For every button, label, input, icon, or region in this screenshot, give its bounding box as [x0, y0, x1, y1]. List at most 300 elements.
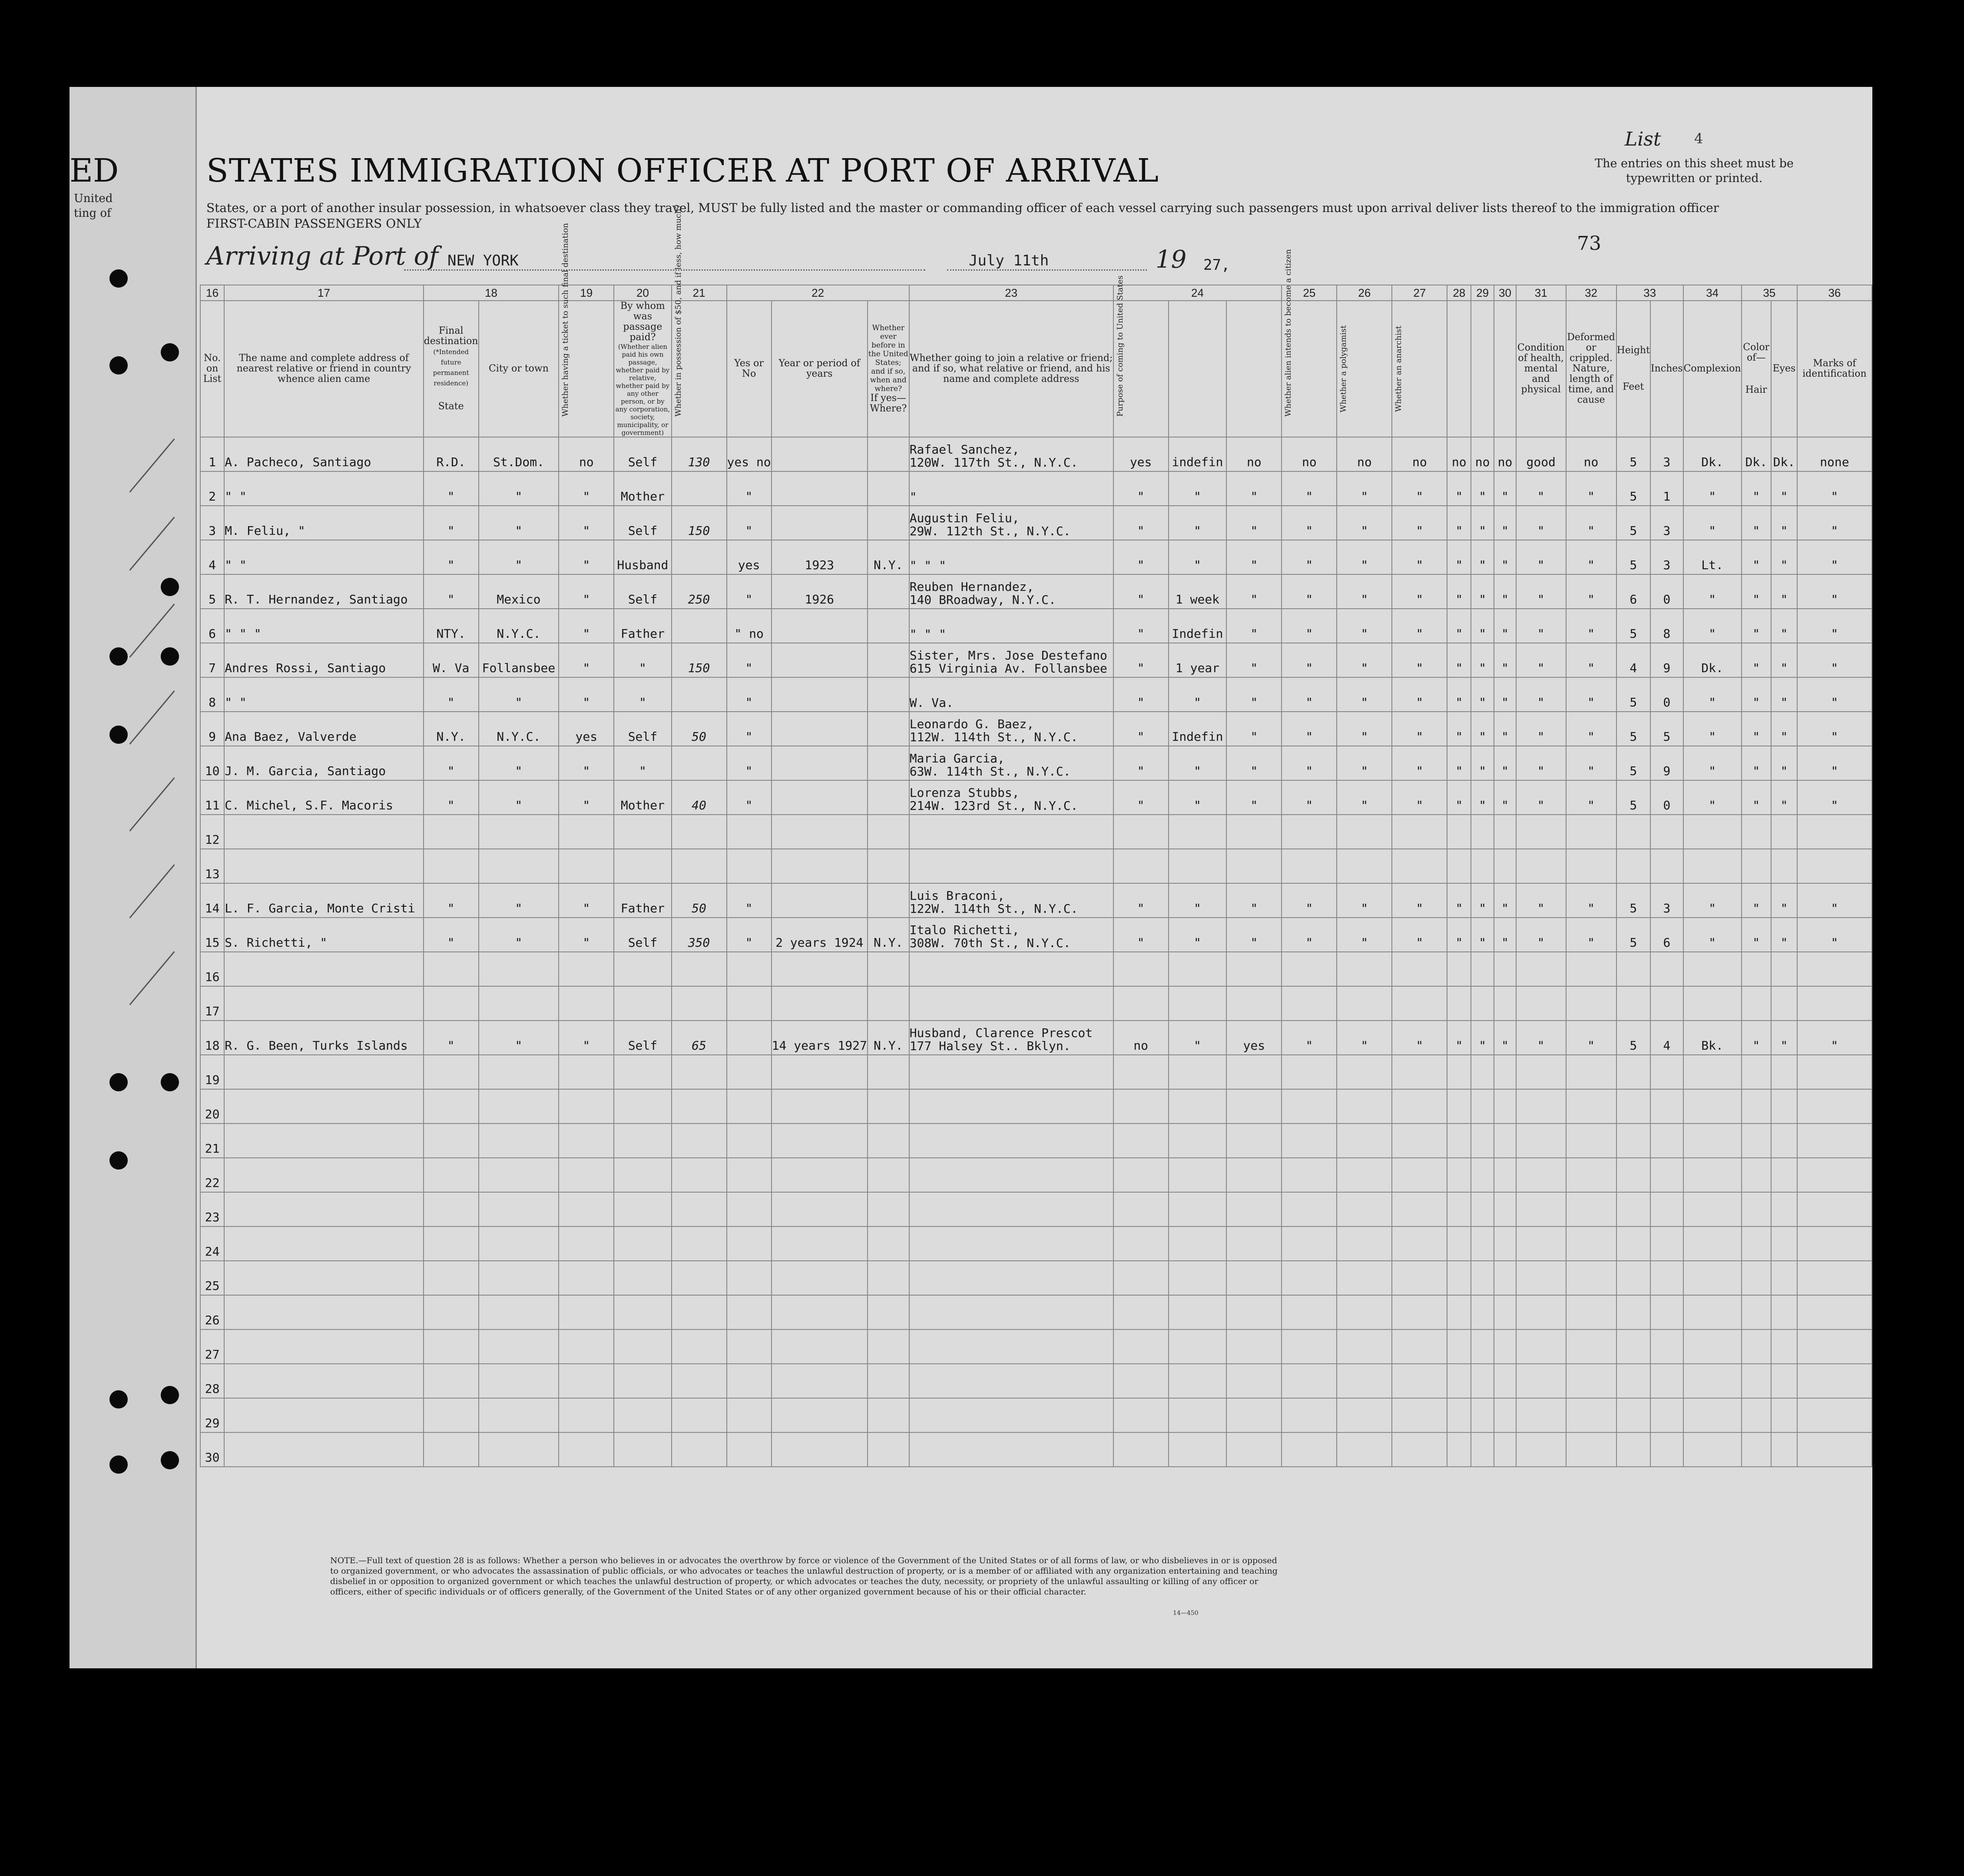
cell-city	[479, 986, 559, 1021]
colnum: 25	[1282, 285, 1337, 301]
cell-state	[424, 1295, 479, 1329]
cell-eyes: "	[1771, 506, 1797, 540]
cell-comp: Dk.	[1683, 437, 1742, 471]
cell-c24b	[1169, 815, 1227, 849]
cell-city: N.Y.C.	[479, 712, 559, 746]
cell-marks	[1797, 1295, 1872, 1329]
cell-marks	[1797, 1124, 1872, 1158]
cell-c24a: "	[1113, 506, 1169, 540]
cell-yn: "	[727, 643, 772, 677]
cell-eyes: "	[1771, 883, 1797, 918]
cell-c26: "	[1337, 780, 1392, 815]
cell-money	[672, 1261, 727, 1295]
cell-money: 150	[672, 506, 727, 540]
cell-paid	[614, 1261, 671, 1295]
cell-c25	[1282, 1364, 1337, 1398]
colnum: 36	[1797, 285, 1872, 301]
cell-c24b: "	[1169, 883, 1227, 918]
cell-ticket	[559, 849, 614, 883]
cell-paid	[614, 952, 671, 986]
cell-paid	[614, 1055, 671, 1089]
cell-in: 0	[1650, 677, 1683, 712]
cell-hair	[1742, 1329, 1771, 1364]
cell-years	[772, 1055, 868, 1089]
join-line-2: 120W. 117th St., N.Y.C.	[909, 455, 1078, 470]
dotted-rule	[947, 269, 1147, 271]
cell-relative: S. Richetti, "	[224, 918, 424, 952]
cell-where	[868, 1329, 909, 1364]
cell-state	[424, 1192, 479, 1226]
cell-c28	[1447, 849, 1471, 883]
cell-hair	[1742, 815, 1771, 849]
cell-city	[479, 1192, 559, 1226]
cell-where	[868, 1295, 909, 1329]
cell-marks	[1797, 952, 1872, 986]
cell-c24a	[1113, 952, 1169, 986]
cell-c30	[1494, 1398, 1516, 1432]
cell-c24c	[1226, 1055, 1282, 1089]
cell-c25	[1282, 1432, 1337, 1467]
cell-c25	[1282, 849, 1337, 883]
cell-c32	[1566, 849, 1616, 883]
cell-c29	[1471, 849, 1494, 883]
port-of-arrival: NEW YORK	[447, 252, 519, 269]
cell-c29: no	[1471, 437, 1494, 471]
cell-c27: "	[1392, 471, 1447, 506]
cell-hair: "	[1742, 780, 1771, 815]
cell-ft: 5	[1616, 677, 1650, 712]
cell-state: N.Y.	[424, 712, 479, 746]
punch-hole	[109, 269, 128, 288]
cell-marks: "	[1797, 574, 1872, 609]
cell-marks: "	[1797, 883, 1872, 918]
cell-c30: "	[1494, 574, 1516, 609]
cell-eyes: "	[1771, 540, 1797, 574]
cell-eyes: "	[1771, 643, 1797, 677]
cell-c25	[1282, 1089, 1337, 1124]
cell-state	[424, 1124, 479, 1158]
cell-c29	[1471, 1398, 1494, 1432]
cell-c27	[1392, 849, 1447, 883]
cell-no: 1	[200, 437, 224, 471]
cell-c27	[1392, 1432, 1447, 1467]
cell-yn	[727, 1432, 772, 1467]
table-row	[200, 1158, 1872, 1192]
cell-c26	[1337, 952, 1392, 986]
cell-c24a: yes	[1113, 437, 1169, 471]
cell-join	[909, 746, 1113, 780]
join-line-2: " " "	[909, 627, 946, 641]
cell-paid	[614, 1192, 671, 1226]
header-purpose-c	[1226, 301, 1282, 437]
cell-c28	[1447, 1329, 1471, 1364]
cell-where	[868, 780, 909, 815]
cell-c24a: "	[1113, 918, 1169, 952]
cell-c28	[1447, 1432, 1471, 1467]
cell-c27	[1392, 952, 1447, 986]
cell-state: "	[424, 1021, 479, 1055]
cell-c31	[1516, 1432, 1566, 1467]
cell-no: 30	[200, 1432, 224, 1467]
cell-ticket: "	[559, 746, 614, 780]
cell-relative: J. M. Garcia, Santiago	[224, 746, 424, 780]
cell-in: 4	[1650, 1021, 1683, 1055]
cell-c25: "	[1282, 471, 1337, 506]
cell-c24c: "	[1226, 677, 1282, 712]
cell-money	[672, 952, 727, 986]
cell-hair	[1742, 1398, 1771, 1432]
cell-c26: "	[1337, 918, 1392, 952]
cell-comp	[1683, 815, 1742, 849]
cell-join	[909, 677, 1113, 712]
cell-c31: good	[1516, 437, 1566, 471]
cell-city	[479, 1261, 559, 1295]
cell-hair: "	[1742, 883, 1771, 918]
cell-years	[772, 1295, 868, 1329]
cell-c24a: "	[1113, 540, 1169, 574]
cell-c28	[1447, 1295, 1471, 1329]
cell-join	[909, 1295, 1113, 1329]
join-line-1: Italo Richetti,	[909, 923, 1020, 937]
colnum: 27	[1392, 285, 1447, 301]
cell-c32	[1566, 952, 1616, 986]
typewritten-note: The entries on this sheet must be typewritten or printed.	[1595, 157, 1794, 185]
cell-c30: "	[1494, 540, 1516, 574]
cell-eyes: "	[1771, 574, 1797, 609]
cell-c24c	[1226, 1158, 1282, 1192]
cell-c24c: "	[1226, 746, 1282, 780]
cell-money	[672, 1295, 727, 1329]
cell-c28: "	[1447, 677, 1471, 712]
colnum: 20	[614, 285, 671, 301]
cell-c26: "	[1337, 540, 1392, 574]
cell-paid	[614, 1158, 671, 1192]
cell-c30: "	[1494, 471, 1516, 506]
cell-where	[868, 574, 909, 609]
cell-join	[909, 506, 1113, 540]
join-line-2: 29W. 112th St., N.Y.C.	[909, 524, 1071, 538]
cell-marks	[1797, 1432, 1872, 1467]
header-inches: Inches	[1650, 301, 1683, 437]
cell-state: R.D.	[424, 437, 479, 471]
cell-state: "	[424, 506, 479, 540]
cell-c32	[1566, 1055, 1616, 1089]
cell-c28	[1447, 1158, 1471, 1192]
cell-state: "	[424, 677, 479, 712]
cell-c26	[1337, 1295, 1392, 1329]
cell-join	[909, 952, 1113, 986]
table-row	[200, 1055, 1872, 1089]
cell-years	[772, 746, 868, 780]
cell-c31	[1516, 1364, 1566, 1398]
cell-marks: "	[1797, 506, 1872, 540]
header-hair: Color of— Hair	[1742, 301, 1771, 437]
cell-paid: Father	[614, 609, 671, 643]
cell-yn: "	[727, 574, 772, 609]
cell-ft	[1616, 1261, 1650, 1295]
cell-c30	[1494, 1158, 1516, 1192]
cell-c24b	[1169, 1329, 1227, 1364]
cell-c24a: "	[1113, 609, 1169, 643]
cell-c31: "	[1516, 883, 1566, 918]
cell-comp: "	[1683, 677, 1742, 712]
cell-city: St.Dom.	[479, 437, 559, 471]
cell-ft	[1616, 1124, 1650, 1158]
header-nearest-relative: The name and complete address of nearest relative or friend in country whence alien came	[224, 301, 424, 437]
cell-marks	[1797, 1158, 1872, 1192]
cell-comp	[1683, 1364, 1742, 1398]
cell-c24a	[1113, 1364, 1169, 1398]
cell-paid: Mother	[614, 471, 671, 506]
cell-ticket	[559, 1124, 614, 1158]
cell-where	[868, 643, 909, 677]
cell-eyes: Dk.	[1771, 437, 1797, 471]
cell-c32: "	[1566, 677, 1616, 712]
header-year-period: Year or period of years	[772, 301, 868, 437]
cell-comp	[1683, 986, 1742, 1021]
cell-relative	[224, 1124, 424, 1158]
cell-relative	[224, 1261, 424, 1295]
cell-where	[868, 1226, 909, 1261]
colnum: 30	[1494, 285, 1516, 301]
cell-years	[772, 1158, 868, 1192]
header-join-relative: Whether going to join a relative or friend; and if so, what relative or friend, and his name and complete address	[909, 301, 1113, 437]
cell-ft: 5	[1616, 471, 1650, 506]
punch-hole	[109, 1455, 128, 1474]
cell-ticket: "	[559, 1021, 614, 1055]
cell-no: 23	[200, 1192, 224, 1226]
cell-c26	[1337, 1398, 1392, 1432]
cell-state: NTY.	[424, 609, 479, 643]
cell-c24c	[1226, 1124, 1282, 1158]
cell-no: 4	[200, 540, 224, 574]
cell-c25	[1282, 1055, 1337, 1089]
cell-c24a	[1113, 1226, 1169, 1261]
cell-comp	[1683, 952, 1742, 986]
cell-where	[868, 1089, 909, 1124]
cell-c27	[1392, 815, 1447, 849]
cell-hair: "	[1742, 540, 1771, 574]
cell-yn	[727, 1261, 772, 1295]
table-row	[200, 609, 1872, 643]
cell-c31	[1516, 1192, 1566, 1226]
cell-comp	[1683, 1226, 1742, 1261]
cell-ticket	[559, 1364, 614, 1398]
cell-relative: " "	[224, 471, 424, 506]
cell-c27	[1392, 986, 1447, 1021]
punch-hole	[109, 647, 128, 666]
cell-ticket	[559, 1192, 614, 1226]
cell-hair	[1742, 1295, 1771, 1329]
cell-c24b	[1169, 1432, 1227, 1467]
cell-c32	[1566, 1089, 1616, 1124]
cell-no: 2	[200, 471, 224, 506]
cell-money	[672, 1124, 727, 1158]
cell-years	[772, 780, 868, 815]
cell-no: 6	[200, 609, 224, 643]
cell-c28: "	[1447, 574, 1471, 609]
colnum: 21	[672, 285, 727, 301]
cell-paid	[614, 1124, 671, 1158]
header-col29	[1471, 301, 1494, 437]
cell-ticket: "	[559, 780, 614, 815]
cell-city	[479, 1295, 559, 1329]
cell-relative: " "	[224, 540, 424, 574]
cell-years	[772, 883, 868, 918]
cell-no: 17	[200, 986, 224, 1021]
cell-money	[672, 1226, 727, 1261]
join-line-2: 140 BRoadway, N.Y.C.	[909, 593, 1056, 607]
cell-ticket: "	[559, 883, 614, 918]
cell-in	[1650, 1089, 1683, 1124]
dotted-rule	[404, 269, 925, 271]
cell-yn	[727, 1364, 772, 1398]
cell-c24c	[1226, 1192, 1282, 1226]
cell-no: 29	[200, 1398, 224, 1432]
table-row	[200, 883, 1872, 918]
cell-c24c	[1226, 1364, 1282, 1398]
cell-ft	[1616, 849, 1650, 883]
cell-eyes	[1771, 1329, 1797, 1364]
cell-c32: "	[1566, 643, 1616, 677]
column-number-row	[200, 285, 1872, 301]
cell-yn	[727, 1124, 772, 1158]
table-row	[200, 1364, 1872, 1398]
cell-c24b	[1169, 1124, 1227, 1158]
header-ticket: Whether having a ticket to such final destination	[559, 301, 614, 437]
colnum: 23	[909, 285, 1113, 301]
table-row	[200, 1124, 1872, 1158]
cell-hair	[1742, 1261, 1771, 1295]
cell-c27	[1392, 1124, 1447, 1158]
cell-c29: "	[1471, 643, 1494, 677]
cell-money: 40	[672, 780, 727, 815]
cell-state: "	[424, 746, 479, 780]
cell-c24a	[1113, 849, 1169, 883]
cell-yn	[727, 986, 772, 1021]
colnum: 28	[1447, 285, 1471, 301]
header-paid-by: By whom was passage paid? (Whether alien paid his own passage, whether paid by relative, whether paid by any other person, or by any corporation, society, municipality, or government)	[614, 301, 671, 437]
cell-ft: 5	[1616, 883, 1650, 918]
header-col30	[1494, 301, 1516, 437]
cell-c29	[1471, 1226, 1494, 1261]
cell-in	[1650, 986, 1683, 1021]
cell-c32	[1566, 1124, 1616, 1158]
cell-c24b: 1 week	[1169, 574, 1227, 609]
cell-c28: "	[1447, 918, 1471, 952]
cell-no: 14	[200, 883, 224, 918]
cell-c31: "	[1516, 540, 1566, 574]
cell-c24a: no	[1113, 1021, 1169, 1055]
cell-money	[672, 1329, 727, 1364]
cell-comp: Dk.	[1683, 643, 1742, 677]
cell-years	[772, 506, 868, 540]
cell-relative	[224, 1432, 424, 1467]
cell-c25	[1282, 1261, 1337, 1295]
table-row	[200, 712, 1872, 746]
cell-c31	[1516, 1398, 1566, 1432]
cell-comp	[1683, 1398, 1742, 1432]
cell-no: 15	[200, 918, 224, 952]
cell-c27	[1392, 1089, 1447, 1124]
cell-where: N.Y.	[868, 1021, 909, 1055]
cell-in	[1650, 1261, 1683, 1295]
cell-c31	[1516, 1226, 1566, 1261]
cell-c32	[1566, 1295, 1616, 1329]
cell-ft	[1616, 1364, 1650, 1398]
cell-eyes	[1771, 1398, 1797, 1432]
cell-c27: "	[1392, 746, 1447, 780]
cell-paid: Husband	[614, 540, 671, 574]
cell-yn	[727, 1295, 772, 1329]
cell-marks	[1797, 1364, 1872, 1398]
cell-c28: no	[1447, 437, 1471, 471]
cell-c25	[1282, 1329, 1337, 1364]
cell-c31	[1516, 952, 1566, 986]
cell-c29: "	[1471, 746, 1494, 780]
cell-c26: "	[1337, 643, 1392, 677]
arrival-date: July 11th	[969, 252, 1049, 269]
cell-c26	[1337, 1124, 1392, 1158]
cell-c24c: no	[1226, 437, 1282, 471]
join-line-2: 214W. 123rd St., N.Y.C.	[909, 799, 1078, 813]
cell-c28: "	[1447, 471, 1471, 506]
cell-ticket: "	[559, 918, 614, 952]
header-purpose-b	[1169, 301, 1227, 437]
cell-c29: "	[1471, 883, 1494, 918]
cell-c26	[1337, 1364, 1392, 1398]
cell-hair: "	[1742, 712, 1771, 746]
cell-ft	[1616, 1329, 1650, 1364]
cell-relative	[224, 1364, 424, 1398]
cell-state: "	[424, 883, 479, 918]
cell-yn: " no	[727, 609, 772, 643]
join-line-2: 63W. 114th St., N.Y.C.	[909, 764, 1071, 779]
cell-c25	[1282, 1226, 1337, 1261]
cell-c25	[1282, 1398, 1337, 1432]
table-row	[200, 1295, 1872, 1329]
cell-c26: "	[1337, 883, 1392, 918]
cell-ft: 4	[1616, 643, 1650, 677]
cell-paid: Self	[614, 1021, 671, 1055]
cell-where	[868, 815, 909, 849]
cell-c32: "	[1566, 746, 1616, 780]
cell-join	[909, 1261, 1113, 1295]
cell-c24b: indefin	[1169, 437, 1227, 471]
cell-marks: "	[1797, 780, 1872, 815]
cell-in: 1	[1650, 471, 1683, 506]
cell-money: 50	[672, 883, 727, 918]
cell-city	[479, 1089, 559, 1124]
cell-c27: "	[1392, 540, 1447, 574]
cell-no: 26	[200, 1295, 224, 1329]
cell-c32	[1566, 986, 1616, 1021]
table-row	[200, 1192, 1872, 1226]
table-row	[200, 1432, 1872, 1467]
cell-ticket: yes	[559, 712, 614, 746]
table-row	[200, 952, 1872, 986]
cell-c32: "	[1566, 609, 1616, 643]
cell-paid: Self	[614, 506, 671, 540]
cell-relative: Ana Baez, Valverde	[224, 712, 424, 746]
cell-c29: "	[1471, 712, 1494, 746]
cell-ticket: "	[559, 540, 614, 574]
cell-no: 8	[200, 677, 224, 712]
cell-money: 65	[672, 1021, 727, 1055]
cell-money	[672, 849, 727, 883]
cell-c27: no	[1392, 437, 1447, 471]
cell-c24c	[1226, 849, 1282, 883]
